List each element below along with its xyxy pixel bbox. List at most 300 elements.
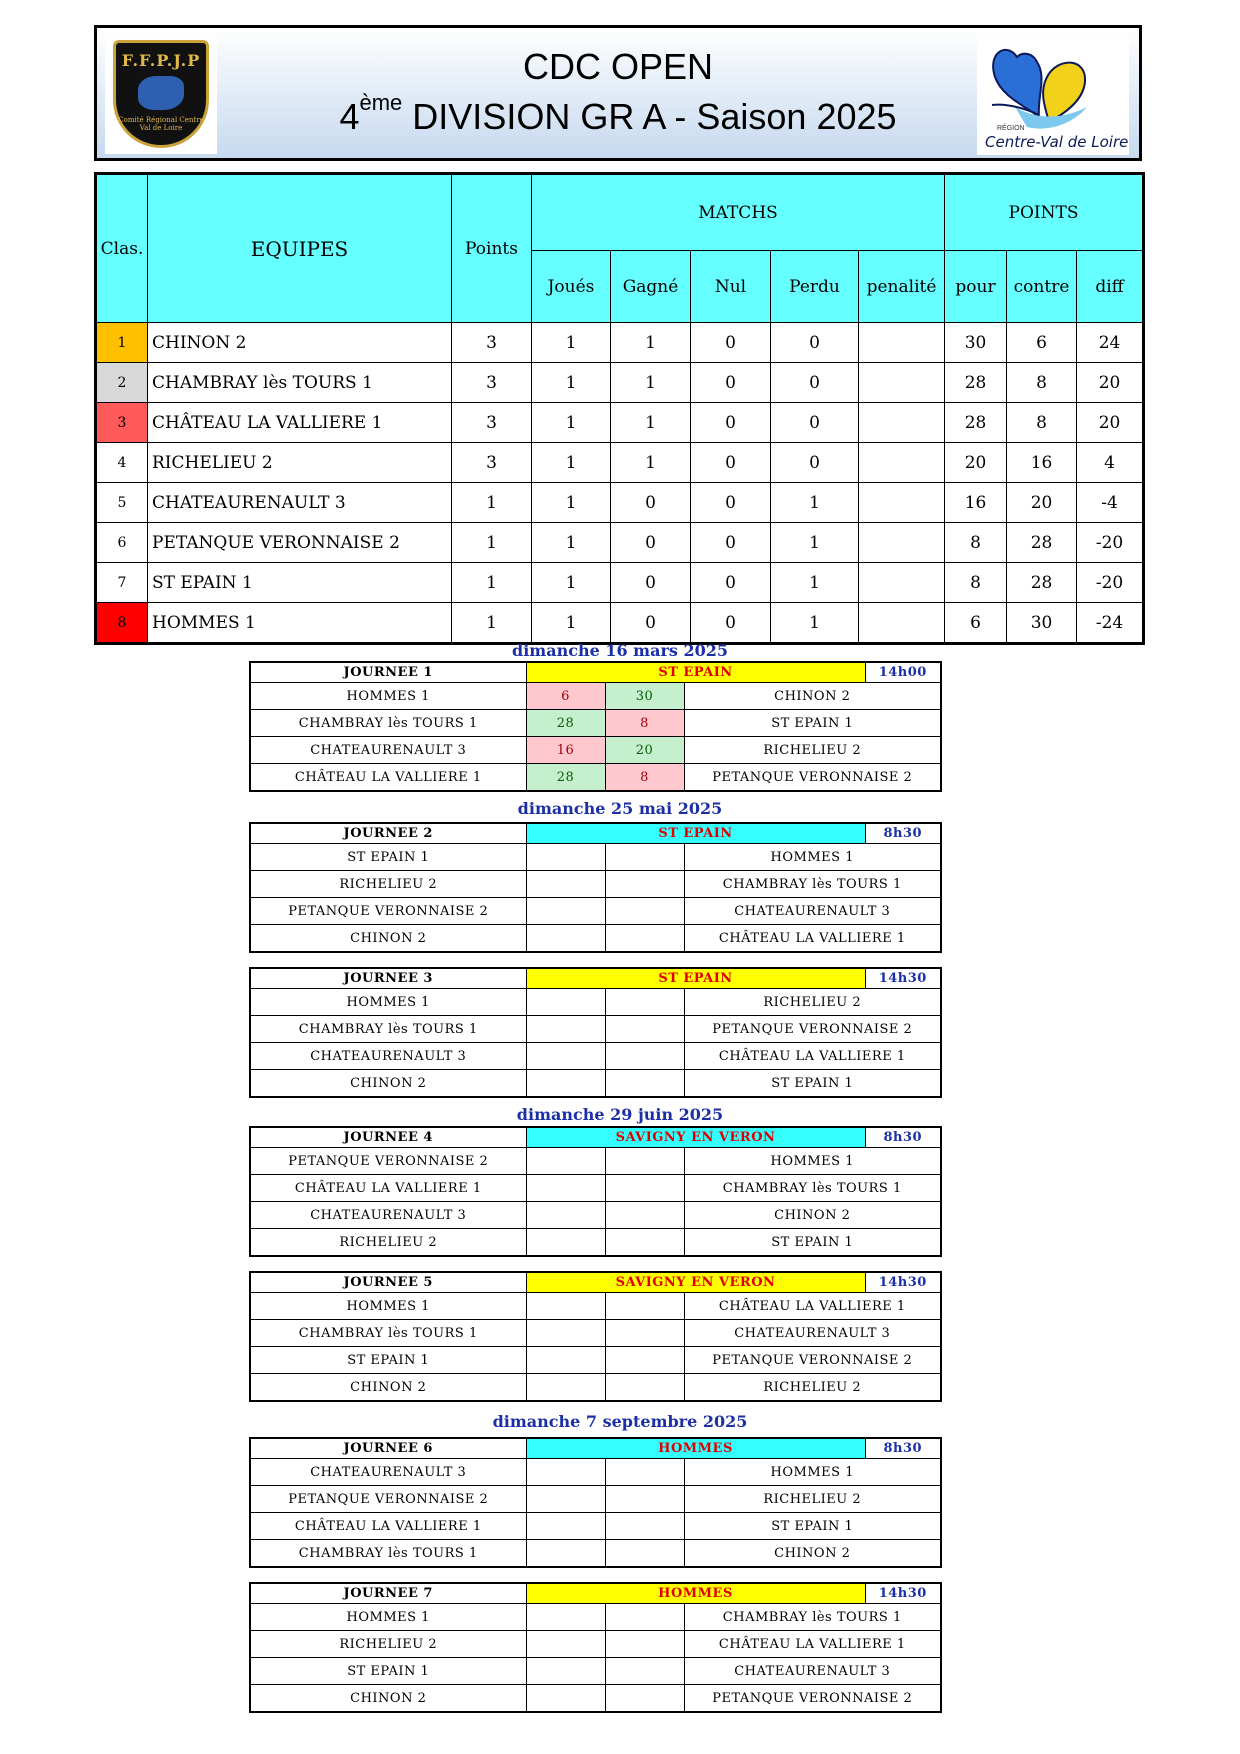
page-title: CDC OPEN — [522, 46, 714, 87]
home-score — [526, 898, 605, 925]
away-team: HOMMES 1 — [684, 844, 941, 871]
journee-venue: HOMMES — [526, 1583, 865, 1604]
home-team: ST EPAIN 1 — [250, 1658, 526, 1685]
journee-label: JOURNEE 7 — [250, 1583, 526, 1604]
home-team: CHÂTEAU LA VALLIERE 1 — [250, 764, 526, 792]
team-cell: PETANQUE VERONNAISE 2 — [148, 523, 452, 563]
journee-time: 8h30 — [865, 1438, 941, 1459]
match-row — [250, 1229, 941, 1257]
journee-table — [249, 661, 942, 792]
draw-cell: 0 — [691, 563, 771, 603]
day-title: dimanche 7 septembre 2025 — [492, 1412, 748, 1431]
journee-label: JOURNEE 6 — [250, 1438, 526, 1459]
header-rank: Clas. — [96, 174, 148, 323]
header-pour: pour — [945, 251, 1007, 323]
journee-label: JOURNEE 1 — [250, 662, 526, 683]
played-cell: 1 — [532, 563, 611, 603]
header-draw: Nul — [691, 251, 771, 323]
away-team: CHAMBRAY lès TOURS 1 — [684, 1175, 941, 1202]
team-cell: CHINON 2 — [148, 323, 452, 363]
won-cell: 0 — [611, 523, 691, 563]
away-score: 20 — [605, 737, 684, 764]
played-cell: 1 — [532, 443, 611, 483]
diff-cell: -4 — [1077, 483, 1144, 523]
standings-table — [94, 172, 1145, 645]
penalty-cell — [859, 483, 945, 523]
journee-table — [249, 1271, 942, 1402]
match-row — [250, 871, 941, 898]
home-score — [526, 1459, 605, 1486]
away-score — [605, 1631, 684, 1658]
away-score — [605, 1658, 684, 1685]
away-score — [605, 1513, 684, 1540]
match-row — [250, 1175, 941, 1202]
won-cell: 0 — [611, 603, 691, 644]
team-cell: ST EPAIN 1 — [148, 563, 452, 603]
journee-label: JOURNEE 3 — [250, 968, 526, 989]
match-row — [250, 1148, 941, 1175]
pour-cell: 16 — [945, 483, 1007, 523]
match-row — [250, 737, 941, 764]
match-row — [250, 898, 941, 925]
away-score: 8 — [605, 710, 684, 737]
home-team: ST EPAIN 1 — [250, 1347, 526, 1374]
match-row — [250, 1685, 941, 1713]
draw-cell: 0 — [691, 603, 771, 644]
journee-time: 14h30 — [865, 1272, 941, 1293]
away-score — [605, 1604, 684, 1631]
rank-cell: 4 — [96, 443, 148, 483]
match-row — [250, 1202, 941, 1229]
played-cell: 1 — [532, 523, 611, 563]
journee-table — [249, 1437, 942, 1568]
away-team: PETANQUE VERONNAISE 2 — [684, 764, 941, 792]
journee-time: 14h30 — [865, 968, 941, 989]
home-score — [526, 1202, 605, 1229]
away-team: ST EPAIN 1 — [684, 1513, 941, 1540]
away-score — [605, 1175, 684, 1202]
home-team: RICHELIEU 2 — [250, 871, 526, 898]
played-cell: 1 — [532, 603, 611, 644]
journee-time: 8h30 — [865, 823, 941, 844]
journee-table — [249, 1582, 942, 1713]
points-cell: 1 — [452, 563, 532, 603]
points-cell: 3 — [452, 443, 532, 483]
match-row — [250, 989, 941, 1016]
match-row — [250, 1658, 941, 1685]
header-points-group: POINTS — [945, 174, 1144, 251]
penalty-cell — [859, 323, 945, 363]
played-cell: 1 — [532, 363, 611, 403]
rank-cell: 3 — [96, 403, 148, 443]
pour-cell: 30 — [945, 323, 1007, 363]
header-points: Points — [452, 174, 532, 323]
contre-cell: 30 — [1007, 603, 1077, 644]
home-team: CHINON 2 — [250, 1374, 526, 1402]
away-team: CHÂTEAU LA VALLIERE 1 — [684, 925, 941, 953]
away-team: CHÂTEAU LA VALLIERE 1 — [684, 1293, 941, 1320]
home-score: 28 — [526, 764, 605, 792]
heart-icon — [977, 37, 1129, 155]
standings-row — [96, 523, 1144, 563]
home-team: PETANQUE VERONNAISE 2 — [250, 1486, 526, 1513]
penalty-cell — [859, 523, 945, 563]
away-team: ST EPAIN 1 — [684, 1229, 941, 1257]
standings-row — [96, 363, 1144, 403]
away-score — [605, 1486, 684, 1513]
contre-cell: 20 — [1007, 483, 1077, 523]
journee-header — [250, 1127, 941, 1148]
header-diff: diff — [1077, 251, 1144, 323]
home-score — [526, 1486, 605, 1513]
ffpjp-logo-text: F.F.P.J.P — [121, 51, 201, 70]
won-cell: 1 — [611, 363, 691, 403]
region-logo — [977, 37, 1129, 155]
home-team: CHATEAURENAULT 3 — [250, 1043, 526, 1070]
journee-time: 14h00 — [865, 662, 941, 683]
home-team: PETANQUE VERONNAISE 2 — [250, 898, 526, 925]
home-score — [526, 1631, 605, 1658]
rank-cell: 6 — [96, 523, 148, 563]
away-team: PETANQUE VERONNAISE 2 — [684, 1347, 941, 1374]
journee-venue: ST EPAIN — [526, 823, 865, 844]
pour-cell: 8 — [945, 523, 1007, 563]
penalty-cell — [859, 563, 945, 603]
match-row — [250, 764, 941, 792]
home-score — [526, 1070, 605, 1098]
journee-time: 14h30 — [865, 1583, 941, 1604]
contre-cell: 16 — [1007, 443, 1077, 483]
match-row — [250, 1016, 941, 1043]
rank-cell: 7 — [96, 563, 148, 603]
header-contre: contre — [1007, 251, 1077, 323]
away-score — [605, 1043, 684, 1070]
points-cell: 3 — [452, 323, 532, 363]
day-title: dimanche 29 juin 2025 — [516, 1105, 724, 1124]
title-prefix: 4 — [339, 96, 360, 137]
journee-header — [250, 968, 941, 989]
journee-header — [250, 1438, 941, 1459]
journee-label: JOURNEE 2 — [250, 823, 526, 844]
rank-cell: 8 — [96, 603, 148, 644]
lost-cell: 1 — [771, 603, 859, 644]
match-row — [250, 1320, 941, 1347]
away-team: PETANQUE VERONNAISE 2 — [684, 1016, 941, 1043]
home-score — [526, 1685, 605, 1713]
away-team: CHINON 2 — [684, 1540, 941, 1568]
pour-cell: 20 — [945, 443, 1007, 483]
home-score — [526, 989, 605, 1016]
standings-row — [96, 443, 1144, 483]
home-score — [526, 1016, 605, 1043]
home-score — [526, 1513, 605, 1540]
home-team: CHATEAURENAULT 3 — [250, 1459, 526, 1486]
away-team: CHINON 2 — [684, 683, 941, 710]
journee-header — [250, 1583, 941, 1604]
home-score — [526, 1374, 605, 1402]
diff-cell: 4 — [1077, 443, 1144, 483]
away-score: 8 — [605, 764, 684, 792]
standings-row — [96, 603, 1144, 644]
rank-cell: 5 — [96, 483, 148, 523]
header-played: Joués — [532, 251, 611, 323]
match-row — [250, 1374, 941, 1402]
header-penalty: penalité — [859, 251, 945, 323]
journee-table — [249, 967, 942, 1098]
title-sup: ème — [359, 90, 403, 115]
page-header — [94, 25, 1142, 161]
journee-table — [249, 1126, 942, 1257]
day-title: dimanche 25 mai 2025 — [517, 799, 723, 818]
draw-cell: 0 — [691, 403, 771, 443]
home-team: CHÂTEAU LA VALLIERE 1 — [250, 1513, 526, 1540]
away-score — [605, 925, 684, 953]
away-team: HOMMES 1 — [684, 1459, 941, 1486]
away-team: ST EPAIN 1 — [684, 1070, 941, 1098]
home-score — [526, 1347, 605, 1374]
journee-header — [250, 662, 941, 683]
away-team: CHAMBRAY lès TOURS 1 — [684, 871, 941, 898]
match-row — [250, 1604, 941, 1631]
penalty-cell — [859, 443, 945, 483]
won-cell: 0 — [611, 483, 691, 523]
played-cell: 1 — [532, 323, 611, 363]
away-score — [605, 1459, 684, 1486]
match-row — [250, 1070, 941, 1098]
home-score — [526, 1229, 605, 1257]
lost-cell: 0 — [771, 403, 859, 443]
away-team: RICHELIEU 2 — [684, 989, 941, 1016]
lost-cell: 1 — [771, 563, 859, 603]
lost-cell: 0 — [771, 323, 859, 363]
away-team: CHÂTEAU LA VALLIERE 1 — [684, 1631, 941, 1658]
away-team: CHATEAURENAULT 3 — [684, 1658, 941, 1685]
journee-table — [249, 822, 942, 953]
away-team: ST EPAIN 1 — [684, 710, 941, 737]
won-cell: 1 — [611, 443, 691, 483]
away-score — [605, 1229, 684, 1257]
match-row — [250, 683, 941, 710]
away-score — [605, 1320, 684, 1347]
contre-cell: 6 — [1007, 323, 1077, 363]
away-team: RICHELIEU 2 — [684, 1486, 941, 1513]
journee-venue: HOMMES — [526, 1438, 865, 1459]
match-row — [250, 710, 941, 737]
contre-cell: 28 — [1007, 563, 1077, 603]
lost-cell: 0 — [771, 363, 859, 403]
draw-cell: 0 — [691, 523, 771, 563]
draw-cell: 0 — [691, 323, 771, 363]
home-score — [526, 844, 605, 871]
pour-cell: 28 — [945, 363, 1007, 403]
match-row — [250, 1631, 941, 1658]
home-score — [526, 1043, 605, 1070]
ffpjp-logo-subtext: Comité Régional Centre Val de Loire — [118, 116, 204, 132]
away-score — [605, 989, 684, 1016]
standings-row — [96, 563, 1144, 603]
away-team: CHÂTEAU LA VALLIERE 1 — [684, 1043, 941, 1070]
region-logo-text: Centre-Val de Loire — [985, 133, 1129, 151]
header-won: Gagné — [611, 251, 691, 323]
home-score — [526, 1293, 605, 1320]
journee-header — [250, 1272, 941, 1293]
away-team: RICHELIEU 2 — [684, 737, 941, 764]
pour-cell: 8 — [945, 563, 1007, 603]
away-score — [605, 1070, 684, 1098]
header-matchs: MATCHS — [532, 174, 945, 251]
journee-header — [250, 823, 941, 844]
home-score — [526, 1148, 605, 1175]
lost-cell: 0 — [771, 443, 859, 483]
journee-venue: SAVIGNY EN VERON — [526, 1127, 865, 1148]
home-team: CHAMBRAY lès TOURS 1 — [250, 1320, 526, 1347]
home-score — [526, 871, 605, 898]
match-row — [250, 1486, 941, 1513]
penalty-cell — [859, 403, 945, 443]
home-score — [526, 1604, 605, 1631]
journee-venue: SAVIGNY EN VERON — [526, 1272, 865, 1293]
home-team: ST EPAIN 1 — [250, 844, 526, 871]
header-teams: EQUIPES — [148, 174, 452, 323]
home-team: HOMMES 1 — [250, 1604, 526, 1631]
home-team: HOMMES 1 — [250, 1293, 526, 1320]
won-cell: 0 — [611, 563, 691, 603]
team-cell: CHAMBRAY lès TOURS 1 — [148, 363, 452, 403]
away-score — [605, 844, 684, 871]
standings-row — [96, 323, 1144, 363]
diff-cell: -24 — [1077, 603, 1144, 644]
away-score — [605, 1685, 684, 1713]
away-team: CHATEAURENAULT 3 — [684, 1320, 941, 1347]
diff-cell: 24 — [1077, 323, 1144, 363]
match-row — [250, 844, 941, 871]
journee-venue: ST EPAIN — [526, 662, 865, 683]
title-rest: DIVISION GR A - Saison 2025 — [402, 96, 897, 137]
away-team: RICHELIEU 2 — [684, 1374, 941, 1402]
home-score — [526, 925, 605, 953]
standings-row — [96, 403, 1144, 443]
day-title: dimanche 16 mars 2025 — [512, 641, 728, 660]
standings-row — [96, 483, 1144, 523]
home-team: PETANQUE VERONNAISE 2 — [250, 1148, 526, 1175]
match-row — [250, 1459, 941, 1486]
contre-cell: 8 — [1007, 363, 1077, 403]
won-cell: 1 — [611, 323, 691, 363]
home-score: 6 — [526, 683, 605, 710]
draw-cell: 0 — [691, 363, 771, 403]
header-lost: Perdu — [771, 251, 859, 323]
away-score — [605, 1016, 684, 1043]
match-row — [250, 925, 941, 953]
contre-cell: 8 — [1007, 403, 1077, 443]
points-cell: 1 — [452, 523, 532, 563]
away-score — [605, 1293, 684, 1320]
home-team: CHÂTEAU LA VALLIERE 1 — [250, 1175, 526, 1202]
home-score — [526, 1658, 605, 1685]
pour-cell: 28 — [945, 403, 1007, 443]
home-score — [526, 1175, 605, 1202]
away-score — [605, 1347, 684, 1374]
diff-cell: -20 — [1077, 523, 1144, 563]
points-cell: 3 — [452, 403, 532, 443]
played-cell: 1 — [532, 483, 611, 523]
draw-cell: 0 — [691, 483, 771, 523]
match-row — [250, 1540, 941, 1568]
away-team: HOMMES 1 — [684, 1148, 941, 1175]
rank-cell: 1 — [96, 323, 148, 363]
draw-cell: 0 — [691, 443, 771, 483]
away-team: PETANQUE VERONNAISE 2 — [684, 1685, 941, 1713]
home-team: CHAMBRAY lès TOURS 1 — [250, 1540, 526, 1568]
match-row — [250, 1293, 941, 1320]
won-cell: 1 — [611, 403, 691, 443]
home-team: RICHELIEU 2 — [250, 1631, 526, 1658]
penalty-cell — [859, 363, 945, 403]
home-team: RICHELIEU 2 — [250, 1229, 526, 1257]
match-row — [250, 1347, 941, 1374]
away-team: CHINON 2 — [684, 1202, 941, 1229]
region-small-text: RÉGION — [997, 125, 1025, 132]
home-team: CHINON 2 — [250, 1685, 526, 1713]
away-score — [605, 1374, 684, 1402]
away-score — [605, 1540, 684, 1568]
away-score — [605, 1202, 684, 1229]
home-score: 28 — [526, 710, 605, 737]
away-team: CHAMBRAY lès TOURS 1 — [684, 1604, 941, 1631]
home-team: HOMMES 1 — [250, 683, 526, 710]
home-score — [526, 1540, 605, 1568]
contre-cell: 28 — [1007, 523, 1077, 563]
match-row — [250, 1043, 941, 1070]
away-score — [605, 871, 684, 898]
home-team: CHAMBRAY lès TOURS 1 — [250, 710, 526, 737]
team-cell: CHATEAURENAULT 3 — [148, 483, 452, 523]
pour-cell: 6 — [945, 603, 1007, 644]
away-team: CHATEAURENAULT 3 — [684, 898, 941, 925]
away-score — [605, 1148, 684, 1175]
home-score — [526, 1320, 605, 1347]
journee-venue: ST EPAIN — [526, 968, 865, 989]
diff-cell: -20 — [1077, 563, 1144, 603]
points-cell: 1 — [452, 483, 532, 523]
diff-cell: 20 — [1077, 403, 1144, 443]
home-team: HOMMES 1 — [250, 989, 526, 1016]
away-score: 30 — [605, 683, 684, 710]
diff-cell: 20 — [1077, 363, 1144, 403]
penalty-cell — [859, 603, 945, 644]
rank-cell: 2 — [96, 363, 148, 403]
home-team: CHATEAURENAULT 3 — [250, 1202, 526, 1229]
journee-time: 8h30 — [865, 1127, 941, 1148]
lost-cell: 1 — [771, 523, 859, 563]
match-row — [250, 1513, 941, 1540]
team-cell: RICHELIEU 2 — [148, 443, 452, 483]
home-team: CHINON 2 — [250, 925, 526, 953]
home-score: 16 — [526, 737, 605, 764]
points-cell: 3 — [452, 363, 532, 403]
lost-cell: 1 — [771, 483, 859, 523]
points-cell: 1 — [452, 603, 532, 644]
away-score — [605, 898, 684, 925]
played-cell: 1 — [532, 403, 611, 443]
journee-label: JOURNEE 5 — [250, 1272, 526, 1293]
team-cell: HOMMES 1 — [148, 603, 452, 644]
home-team: CHINON 2 — [250, 1070, 526, 1098]
journee-label: JOURNEE 4 — [250, 1127, 526, 1148]
home-team: CHAMBRAY lès TOURS 1 — [250, 1016, 526, 1043]
home-team: CHATEAURENAULT 3 — [250, 737, 526, 764]
team-cell: CHÂTEAU LA VALLIERE 1 — [148, 403, 452, 443]
